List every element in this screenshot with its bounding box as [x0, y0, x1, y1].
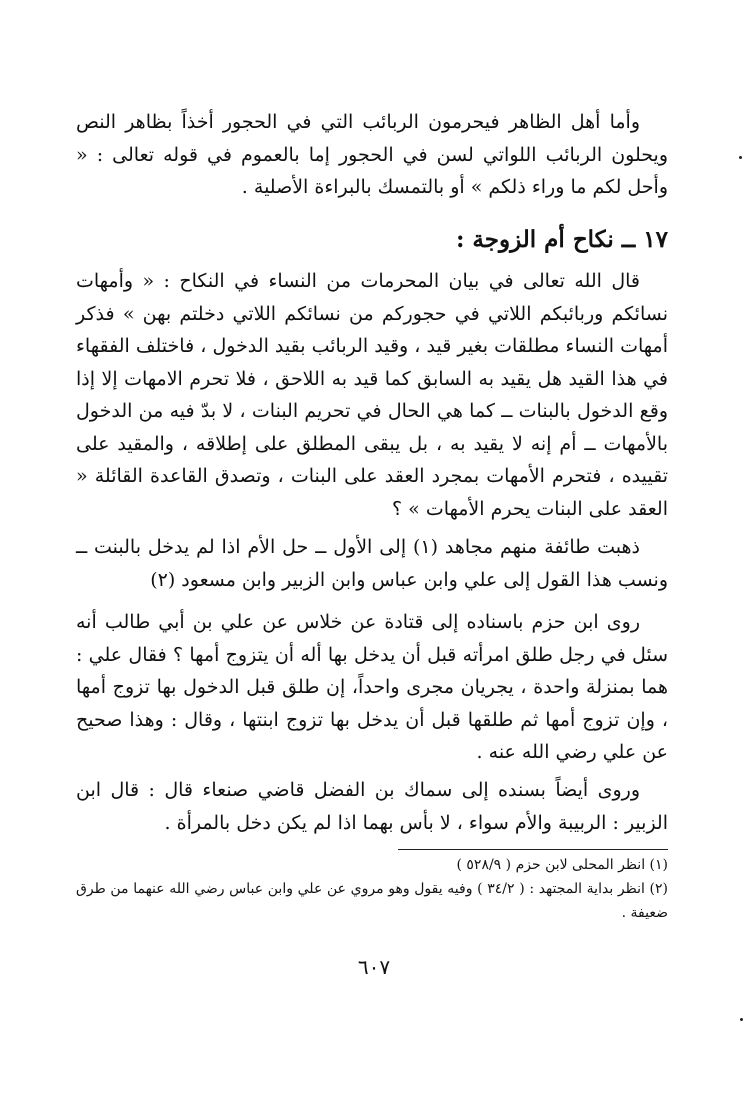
- paragraph-2: [76, 265, 668, 525]
- footnote-2: (٢) انظر بداية المجتهد : ( ٣٤/٢ ) وفيه يقول وهو مروي عن علي وابن عباس رضي الله عنهما من طرق ضعيفة .: [76, 881, 668, 921]
- paragraph-3: [76, 531, 668, 596]
- paragraph-1: [76, 106, 668, 204]
- footnote-divider: [398, 849, 668, 850]
- paragraph-3-text: ذهبت طائفة منهم مجاهد (١) إلى الأول ــ حل الأم اذا لم يدخل بالبنت ــ ونسب هذا القول إلى علي وابن عباس وابن الزبير وابن مسعود (٢): [76, 536, 668, 591]
- paragraph-1-text: وأما أهل الظاهر فيحرمون الربائب التي في الحجور أخذاً بظاهر النص ويحلون الربائب اللواتي لسن في الحجور إما بالعموم في قوله تعالى : « وأحل لكم ما وراء ذلكم » أو بالتمسك بالبراءة الأصلية .: [76, 111, 668, 198]
- margin-mark: [740, 1018, 743, 1021]
- paragraph-2-text: قال الله تعالى في بيان المحرمات من النساء في النكاح : « وأمهات نسائكم وربائبكم اللاتي في حجوركم من نسائكم اللاتي دخلتم بهن » فذكر أمهات النساء مطلقات بغير قيد ، وقيد الربائب بقيد الدخول ، فاختلف الفقهاء في هذا القيد هل يقيد به السابق كما قيد به اللاحق ، فلا تحرم الامهات إلا إذا وقع الدخول بالبنات ــ كما هي الحال في تحريم البنات ، لا بدّ فيه من الدخول بالأمهات ــ أم إنه لا يقيد به ، بل يبقى المطلق على إطلاقه ، والمقيد على تقييده ، فتحرم الأمهات بمجرد العقد على البنات ، وتصدق القاعدة القائلة « العقد على البنات يحرم الأمهات » ؟: [76, 270, 668, 520]
- paragraph-4: [76, 606, 668, 769]
- section-heading-text: ١٧ ــ نكاح أم الزوجة :: [455, 226, 668, 253]
- section-heading: [76, 222, 668, 258]
- page-number: ٦٠٧: [357, 955, 391, 979]
- paragraph-5: [76, 774, 668, 839]
- footnotes: [76, 853, 668, 925]
- paragraph-5-text: وروى أيضاً بسنده إلى سماك بن الفضل قاضي صنعاء قال : قال ابن الزبير : الربيبة والأم سواء ، لا بأس بهما اذا لم يكن دخل بالمرأة .: [76, 779, 668, 834]
- footnote-1: (١) انظر المحلى لابن حزم ( ٥٢٨/٩ ): [456, 857, 668, 873]
- paragraph-4-text: روى ابن حزم باسناده إلى قتادة عن خلاس عن علي بن أبي طالب أنه سئل في رجل طلق امرأته قبل أن يدخل بها أله أن يتزوج أمها ؟ فقال علي : هما بمنزلة واحدة ، يجريان مجرى واحداً، إن طلق قبل الدخول بها تزوج أمها ، وإن تزوج أمها ثم طلقها قبل أن يدخل بها تزوج ابنتها ، وقال : وهذا صحيح عن علي رضي الله عنه .: [76, 611, 668, 763]
- margin-mark: [739, 156, 742, 159]
